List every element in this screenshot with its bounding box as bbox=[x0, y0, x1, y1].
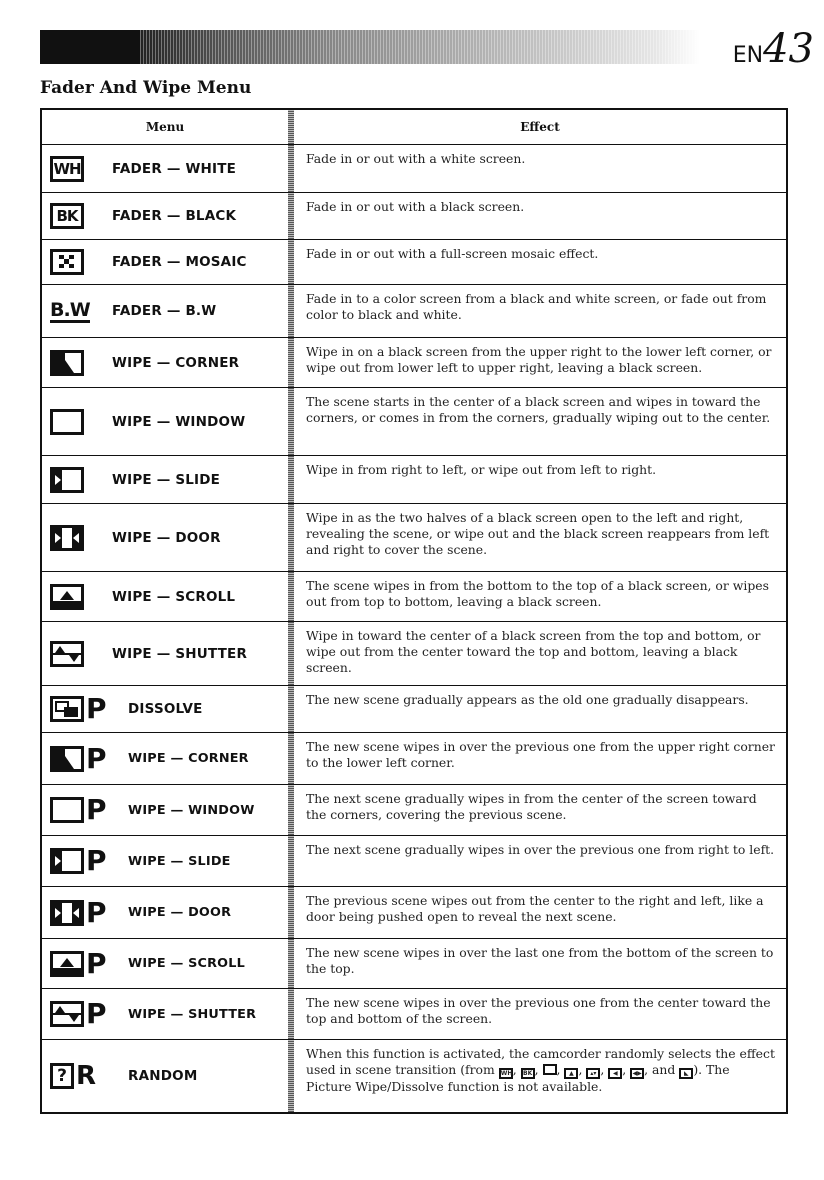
wipe-scroll-icon bbox=[50, 584, 84, 610]
wipe-slide-icon bbox=[50, 467, 84, 493]
menu-cell bbox=[42, 240, 288, 284]
menu-cell bbox=[42, 733, 288, 784]
header-band bbox=[40, 30, 700, 64]
table-row bbox=[42, 836, 786, 887]
menu-label: WIPE — DOOR bbox=[128, 905, 232, 920]
random-icon bbox=[50, 1061, 128, 1091]
table-row bbox=[42, 733, 786, 785]
wipe-scroll-icon bbox=[50, 951, 84, 977]
effect-cell: The new scene wipes in over the last one from the bottom of the screen to the top. bbox=[306, 945, 774, 976]
menu-cell bbox=[42, 285, 288, 337]
separator: , bbox=[578, 1062, 583, 1077]
menu-cell bbox=[42, 622, 288, 685]
menu-cell bbox=[42, 887, 288, 938]
picture-p-icon: P bbox=[86, 946, 107, 980]
bk-fader-black-icon: BK bbox=[50, 203, 84, 229]
wipe-slide-p-icon bbox=[50, 844, 128, 877]
table-row bbox=[42, 686, 786, 733]
effect-cell: The scene starts in the center of a black screen and wipes in toward the corners, or comes in from the corners, gradually wiping out to the center. bbox=[306, 394, 771, 425]
table-row bbox=[42, 240, 786, 285]
separator: , bbox=[512, 1062, 517, 1077]
header-band-solid bbox=[40, 30, 140, 64]
menu-cell bbox=[42, 572, 288, 621]
menu-label: WIPE — CORNER bbox=[128, 751, 249, 766]
menu-cell bbox=[42, 939, 288, 988]
menu-label: WIPE — SLIDE bbox=[112, 471, 221, 488]
mini-corner-icon: ◣ bbox=[679, 1068, 693, 1079]
table-row bbox=[42, 193, 786, 240]
mini-window-icon bbox=[543, 1064, 557, 1075]
column-header-effect: Effect bbox=[520, 120, 560, 134]
random-r-icon: R bbox=[76, 1061, 97, 1091]
effect-cell: Fade in or out with a black screen. bbox=[306, 199, 525, 214]
and-text: , and bbox=[644, 1062, 676, 1077]
effect-cell: Wipe in toward the center of a black screen from the top and bottom, or wipe out from the center toward the top and bottom, leaving a black screen. bbox=[306, 628, 761, 675]
bw-icon: B.W bbox=[50, 298, 90, 321]
effect-cell: Wipe in from right to left, or wipe out from left to right. bbox=[306, 462, 657, 477]
menu-cell bbox=[42, 388, 288, 455]
menu-label: WIPE — SHUTTER bbox=[128, 1006, 257, 1022]
column-header-menu: Menu bbox=[145, 120, 185, 134]
page-title: Fader And Wipe Menu bbox=[40, 78, 252, 98]
wipe-scroll-p-icon bbox=[50, 946, 128, 980]
menu-label: WIPE — WINDOW bbox=[112, 413, 246, 430]
random-effect-text-1: When this function is activated, the camcorder randomly selects the effect used in scene transition (from bbox=[306, 1046, 775, 1077]
wipe-corner-p-icon bbox=[50, 741, 128, 775]
page-number bbox=[733, 26, 814, 72]
wipe-shutter-p-icon bbox=[50, 997, 128, 1030]
picture-p-icon: P bbox=[86, 997, 107, 1030]
effect-cell: The new scene gradually appears as the old one gradually disappears. bbox=[306, 692, 749, 707]
menu-cell bbox=[42, 785, 288, 835]
wipe-corner-icon bbox=[50, 350, 84, 376]
separator: , bbox=[622, 1062, 627, 1077]
separator: , bbox=[534, 1062, 539, 1077]
wipe-shutter-icon bbox=[50, 1001, 84, 1027]
mini-scroll-icon: ▲ bbox=[564, 1068, 578, 1079]
wipe-door-icon bbox=[50, 525, 84, 551]
menu-label: WIPE — SLIDE bbox=[128, 853, 231, 869]
effect-cell bbox=[294, 1040, 786, 1112]
table-header bbox=[42, 110, 786, 145]
table-row bbox=[42, 785, 786, 836]
wipe-slide-icon bbox=[50, 848, 84, 874]
random-effect-text-2: ). The Picture Wipe/Dissolve function is not available. bbox=[306, 1062, 730, 1094]
dissolve-p-icon bbox=[50, 692, 128, 725]
menu-label: WIPE — WINDOW bbox=[128, 802, 255, 818]
menu-cell bbox=[42, 504, 288, 571]
mini-shutter-icon: ▴▾ bbox=[586, 1068, 600, 1079]
menu-label: FADER — B.W bbox=[112, 303, 217, 319]
table-row bbox=[42, 504, 786, 572]
menu-label: WIPE — SHUTTER bbox=[112, 645, 248, 662]
wipe-door-icon bbox=[50, 900, 84, 926]
menu-cell bbox=[42, 145, 288, 192]
page-number-value: 43 bbox=[763, 26, 814, 72]
random-question-icon: ? bbox=[50, 1063, 74, 1089]
fader-wipe-table bbox=[40, 108, 788, 1114]
menu-cell bbox=[42, 1040, 288, 1112]
menu-cell bbox=[42, 338, 288, 387]
effect-cell: Wipe in as the two halves of a black screen open to the left and right, revealing the scene, or wipe out and the black screen reappears from left and right to cover the scene. bbox=[306, 510, 770, 557]
picture-p-icon: P bbox=[86, 793, 107, 826]
table-row bbox=[42, 456, 786, 504]
menu-label: WIPE — DOOR bbox=[112, 529, 221, 546]
wipe-window-icon bbox=[50, 409, 84, 435]
menu-cell bbox=[42, 686, 288, 732]
menu-cell bbox=[42, 456, 288, 503]
wipe-door-p-icon bbox=[50, 895, 128, 929]
menu-label: FADER — BLACK bbox=[112, 208, 237, 224]
menu-label: DISSOLVE bbox=[128, 701, 203, 717]
mini-slide-icon: ◀ bbox=[608, 1068, 622, 1079]
picture-p-icon: P bbox=[86, 741, 107, 775]
table-row bbox=[42, 989, 786, 1040]
menu-cell bbox=[42, 193, 288, 239]
separator: , bbox=[556, 1062, 561, 1077]
menu-label: FADER — WHITE bbox=[112, 160, 237, 177]
table-row bbox=[42, 388, 786, 456]
effect-cell: Fade in or out with a white screen. bbox=[306, 151, 526, 166]
mini-bk-icon: BK bbox=[521, 1068, 535, 1079]
effect-cell: The previous scene wipes out from the center to the right and left, like a door being pushed open to reveal the next scene. bbox=[306, 893, 764, 924]
table-row bbox=[42, 887, 786, 939]
effect-cell: The new scene wipes in over the previous one from the center toward the top and bottom of the screen. bbox=[306, 995, 771, 1026]
picture-p-icon: P bbox=[86, 692, 107, 725]
table-row bbox=[42, 285, 786, 338]
page-prefix: EN bbox=[732, 43, 764, 68]
wh-fader-white-icon: WH bbox=[50, 156, 84, 182]
table-row bbox=[42, 338, 786, 388]
menu-label: WIPE — SCROLL bbox=[128, 956, 245, 971]
menu-label: WIPE — CORNER bbox=[112, 354, 240, 371]
table-row bbox=[42, 572, 786, 622]
effect-cell: Wipe in on a black screen from the upper right to the lower left corner, or wipe out from lower left to upper right, leaving a black screen. bbox=[306, 344, 772, 375]
menu-label: FADER — MOSAIC bbox=[112, 254, 247, 270]
wipe-window-icon bbox=[50, 797, 84, 823]
dissolve-icon bbox=[50, 696, 84, 722]
wipe-window-p-icon bbox=[50, 793, 128, 826]
mini-wh-icon: WH bbox=[500, 1070, 513, 1077]
header-band-gradient bbox=[140, 30, 700, 64]
menu-cell bbox=[42, 836, 288, 886]
wipe-corner-icon bbox=[50, 746, 84, 772]
picture-p-icon: P bbox=[86, 844, 107, 877]
table-row bbox=[42, 1040, 786, 1112]
picture-p-icon: P bbox=[86, 895, 107, 929]
effect-cell: The new scene wipes in over the previous one from the upper right corner to the lower left corner. bbox=[306, 739, 775, 770]
table-row bbox=[42, 145, 786, 193]
menu-label: WIPE — SCROLL bbox=[112, 588, 236, 605]
effect-cell: Fade in to a color screen from a black and white screen, or fade out from color to black and white. bbox=[306, 291, 767, 322]
menu-cell bbox=[42, 989, 288, 1039]
effect-cell: The next scene gradually wipes in over the previous one from right to left. bbox=[306, 842, 775, 857]
table-row bbox=[42, 939, 786, 989]
table-row bbox=[42, 622, 786, 686]
effect-cell: The scene wipes in from the bottom to the top of a black screen, or wipes out from top to bottom, leaving a black screen. bbox=[306, 578, 769, 609]
separator: , bbox=[600, 1062, 605, 1077]
effect-cell: The next scene gradually wipes in from the center of the screen toward the corners, covering the previous scene. bbox=[306, 791, 757, 822]
effect-cell: Fade in or out with a full-screen mosaic effect. bbox=[306, 246, 599, 261]
mosaic-icon bbox=[50, 249, 84, 275]
menu-label: RANDOM bbox=[128, 1068, 198, 1084]
wipe-shutter-icon bbox=[50, 641, 84, 667]
mini-door-icon: ◀▶ bbox=[630, 1068, 644, 1079]
